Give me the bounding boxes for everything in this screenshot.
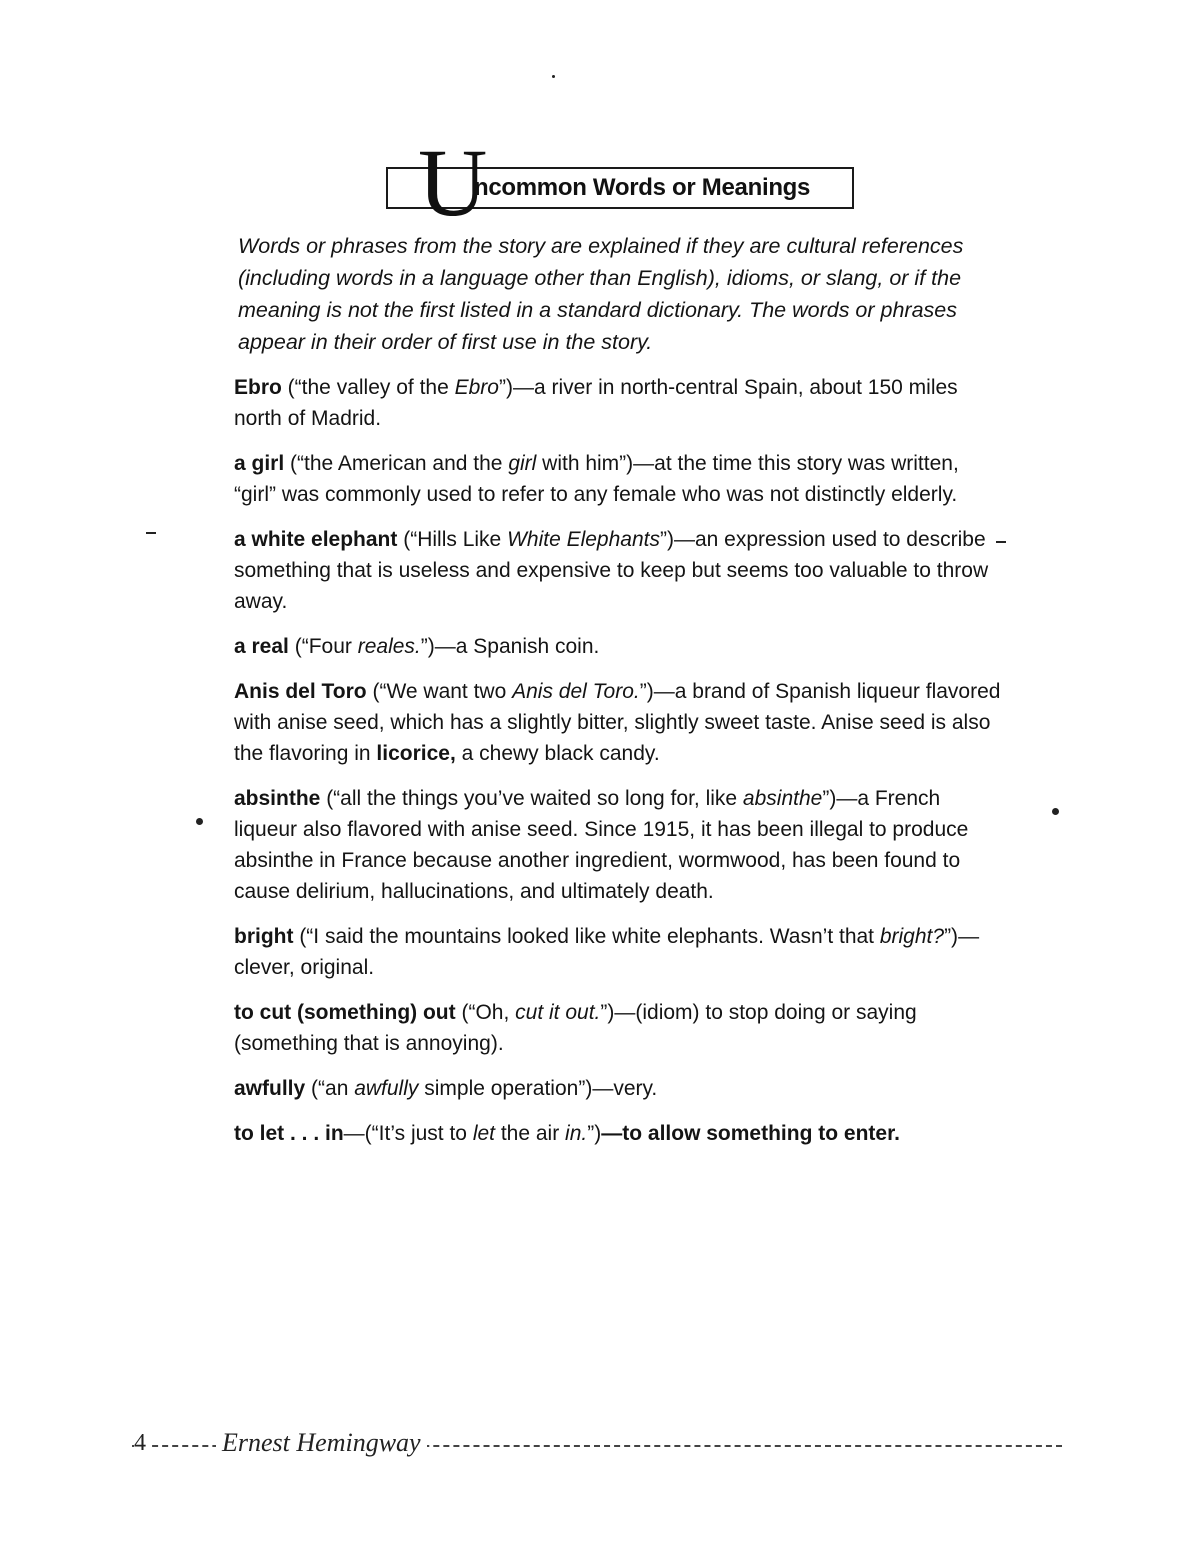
entry-quote-close: ”) — [498, 376, 513, 399]
entry-quote: (“the valley of the — [281, 376, 455, 399]
entry-quote-close: with him”) — [536, 452, 634, 475]
scan-speck — [1052, 808, 1059, 815]
entry-quote: (“Oh, — [455, 1001, 516, 1024]
entry-quote-italic: Ebro — [454, 376, 499, 399]
glossary-entry-a-girl — [234, 448, 1006, 510]
entry-quote-close: simple operation”) — [418, 1077, 593, 1100]
scan-speck — [196, 818, 203, 825]
entry-quote-italic: let — [472, 1122, 495, 1145]
title-drop-cap: U — [418, 129, 486, 236]
entry-quote-italic: bright? — [879, 925, 945, 948]
glossary-entry-let-in — [234, 1118, 1006, 1149]
glossary-entry-ebro — [234, 372, 1006, 434]
entry-quote-close: ”) — [587, 1122, 602, 1145]
glossary-entry-white-elephant — [234, 524, 1006, 617]
scan-mark — [146, 532, 156, 534]
footer-author: Ernest Hemingway — [216, 1428, 427, 1458]
entry-quote: (“all the things you’ve waited so long for, like — [320, 787, 743, 810]
page-footer — [132, 1428, 1062, 1462]
glossary-entry-bright — [234, 921, 1006, 983]
entry-quote-italic: White Elephants — [507, 528, 660, 551]
scan-speck — [552, 75, 555, 78]
entry-definition: —a river in north-central Spain, about 150 miles north of Madrid. — [234, 376, 958, 430]
glossary-entry-a-real — [234, 631, 1006, 662]
entry-quote-close: ”) — [600, 1001, 615, 1024]
entry-quote-mid: the air — [495, 1122, 566, 1145]
entry-quote-italic: girl — [508, 452, 537, 475]
entry-term: to let . . . in — [234, 1122, 344, 1145]
entry-quote-italic: reales. — [357, 635, 421, 658]
glossary-entry-awfully — [234, 1073, 1006, 1104]
entry-term: awfully — [234, 1077, 306, 1100]
entry-definition-tail: a chewy black candy. — [455, 742, 660, 765]
entry-definition: —at the time this story was written, “girl” was commonly used to refer to any female who was not distinctly elderly. — [234, 452, 959, 506]
entry-definition: —a brand of Spanish liqueur flavored with anise seed, which has a slightly bitter, slightly sweet taste. Anise seed is also the flavoring in — [234, 680, 1001, 765]
entry-term: Anis del Toro — [234, 680, 367, 703]
entry-definition: —a Spanish coin. — [434, 635, 600, 658]
entry-definition: —a French liqueur also flavored with anise seed. Since 1915, it has been illegal to produce absinthe in France because another ingredient, wormwood, has been found to cause delirium, hallucinations, and ultimately death. — [234, 787, 969, 903]
entry-quote: (“We want two — [366, 680, 513, 703]
entry-term: a girl — [234, 452, 285, 475]
entry-quote-italic-2: in. — [565, 1122, 588, 1145]
entry-quote-italic: Anis del Toro. — [512, 680, 640, 703]
entry-term: Ebro — [234, 376, 282, 399]
glossary-entry-absinthe — [234, 783, 1006, 907]
intro-paragraph: Words or phrases from the story are explained if they are cultural references (including words in a language other than English), idioms, or slang, or if the meaning is not the first listed in a standard dictionary. The words or phrases appear in their order of first use in the story. — [238, 234, 964, 354]
scan-mark — [996, 541, 1006, 543]
entry-term: a white elephant — [234, 528, 398, 551]
entry-quote: (“I said the mountains looked like white elephants. Wasn’t that — [293, 925, 880, 948]
entry-quote-close: ”) — [420, 635, 435, 658]
entry-term: absinthe — [234, 787, 321, 810]
glossary-entry-cut-out — [234, 997, 1006, 1059]
entry-definition: —(idiom) to stop doing or saying (something that is annoying). — [234, 1001, 917, 1055]
entry-definition: —an expression used to describe something that is useless and expensive to keep but seems too valuable to throw away. — [234, 528, 989, 613]
entry-term: a real — [234, 635, 289, 658]
glossary-content — [226, 230, 1006, 1163]
entry-quote-close: ”) — [822, 787, 837, 810]
entry-definition-bold: licorice, — [376, 742, 456, 765]
entry-quote: (“Hills Like — [397, 528, 508, 551]
entry-term: bright — [234, 925, 294, 948]
entry-quote: (“an — [305, 1077, 355, 1100]
entry-quote-close: ”) — [659, 528, 674, 551]
entry-quote: —(“It’s just to — [343, 1122, 473, 1145]
entry-quote-italic: awfully — [354, 1077, 419, 1100]
entry-term: to cut (something) out — [234, 1001, 456, 1024]
entry-definition: —clever, original. — [234, 925, 980, 979]
entry-definition: —very. — [592, 1077, 658, 1100]
entry-quote: (“the American and the — [284, 452, 509, 475]
entry-definition: —to allow something to enter. — [601, 1122, 900, 1145]
glossary-entry-anis-del-toro — [234, 676, 1006, 769]
page-title: ncommon Words or Meanings — [474, 174, 811, 201]
entry-quote-italic: cut it out. — [515, 1001, 601, 1024]
entry-quote-italic: absinthe — [742, 787, 823, 810]
entry-quote-close: ”) — [639, 680, 654, 703]
entry-quote: (“Four — [288, 635, 358, 658]
entry-quote-close: ”) — [944, 925, 959, 948]
page-number: 4 — [134, 1430, 152, 1457]
